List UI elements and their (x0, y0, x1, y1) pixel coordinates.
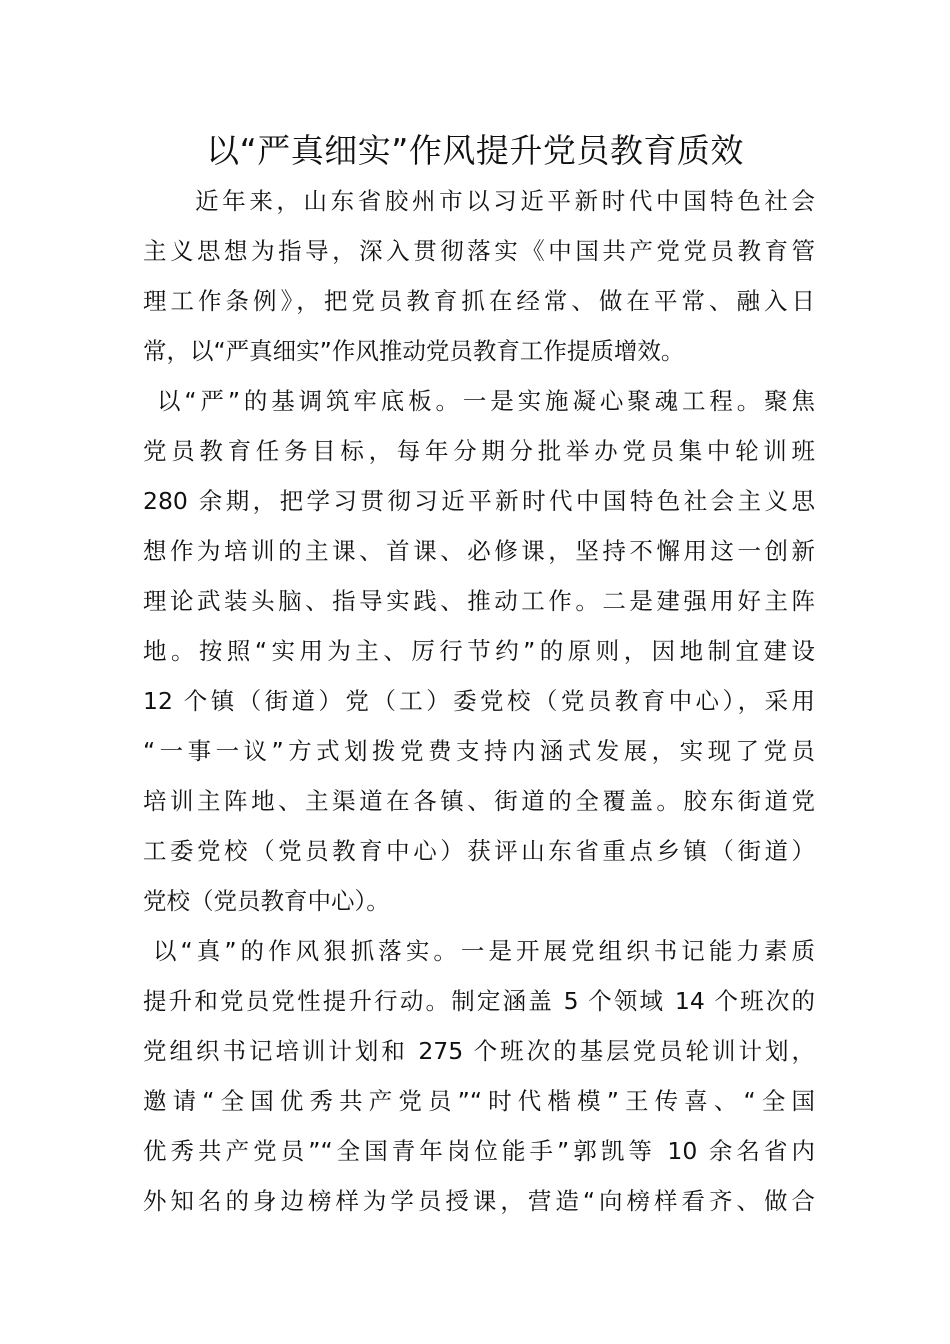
paragraph-line: 党员教育任务目标，每年分期分批举办党员集中轮训班 (143, 437, 815, 465)
paragraph-line: 以“严”的基调筑牢底板。一是实施凝心聚魂工程。聚焦 (157, 387, 815, 415)
paragraph-line: 地。按照“实用为主、厉行节约”的原则，因地制宜建设 (143, 637, 815, 665)
paragraph-line: 优秀共产党员”“全国青年岗位能手”郭凯等 10 余名省内 (143, 1137, 815, 1165)
paragraph-line: 工委党校（党员教育中心）获评山东省重点乡镇（街道） (143, 837, 815, 865)
paragraph-line: 近年来，山东省胶州市以习近平新时代中国特色社会 (168, 187, 815, 215)
paragraph-line: “一事一议”方式划拨党费支持内涵式发展，实现了党员 (143, 737, 815, 765)
paragraph-line: 主义思想为指导，深入贯彻落实《中国共产党党员教育管 (143, 237, 815, 265)
paragraph-line: 以“真”的作风狠抓落实。一是开展党组织书记能力素质 (153, 937, 815, 965)
paragraph-line: 想作为培训的主课、首课、必修课，坚持不懈用这一创新 (143, 537, 815, 565)
document-title: 以“严真细实”作风提升党员教育质效 (206, 131, 744, 170)
paragraph-line: 党校（党员教育中心）。 (143, 887, 390, 915)
paragraph-line: 12 个镇（街道）党（工）委党校（党员教育中心），采用 (143, 687, 815, 715)
paragraph-line: 常，以“严真细实”作风推动党员教育工作提质增效。 (143, 337, 685, 365)
paragraph-line: 党组织书记培训计划和 275 个班次的基层党员轮训计划， (143, 1037, 815, 1065)
paragraph-line: 理工作条例》，把党员教育抓在经常、做在平常、融入日 (143, 287, 815, 315)
paragraph-line: 提升和党员党性提升行动。制定涵盖 5 个领域 14 个班次的 (143, 987, 815, 1015)
paragraph-line: 280 余期，把学习贯彻习近平新时代中国特色社会主义思 (143, 487, 815, 515)
paragraph-line: 培训主阵地、主渠道在各镇、街道的全覆盖。胶东街道党 (143, 787, 815, 815)
paragraph-line: 邀请“全国优秀共产党员”“时代楷模”王传喜、“全国 (143, 1087, 815, 1115)
paragraph-line: 理论武装头脑、指导实践、推动工作。二是建强用好主阵 (143, 587, 815, 615)
paragraph-line: 外知名的身边榜样为学员授课，营造“向榜样看齐、做合 (143, 1187, 815, 1215)
